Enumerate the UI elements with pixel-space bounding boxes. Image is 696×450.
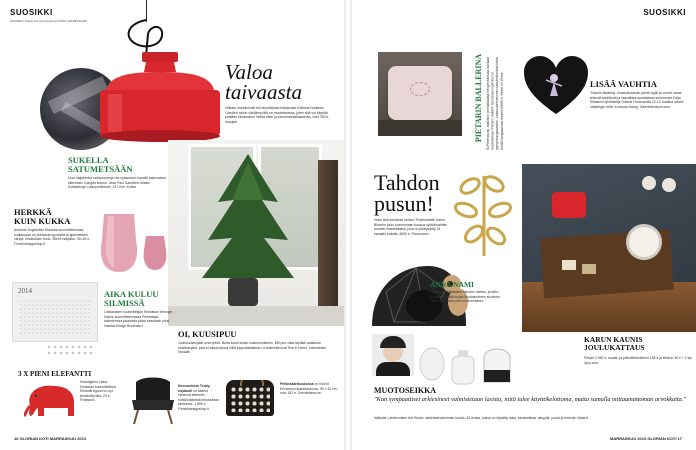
karun-text: Pitsyle 3 369 e, laudat- ja pikkuliitainottimet 138 e ja leikkuu 39 e + 2 kpl. Ujsu.com. bbox=[584, 356, 693, 365]
elefantti-heading: 3 X PIENI ELEFANTTI bbox=[18, 370, 92, 378]
lisaa-heading: LISÄÄ VAUHTIA bbox=[590, 79, 657, 89]
herkka-heading-line1: HERKKÄ bbox=[14, 207, 52, 217]
feature-title-line1: Valoa bbox=[225, 60, 273, 84]
aika-heading bbox=[104, 290, 159, 308]
teddy-lounge-chair-photo bbox=[126, 376, 180, 426]
herkka-heading-line2: KUIN KUKKA bbox=[14, 216, 71, 226]
karun-heading bbox=[584, 336, 645, 352]
karun-panel bbox=[522, 334, 696, 378]
christmas-tree-interior-photo bbox=[168, 140, 344, 326]
elefantti-item2-title: Nevvomkisin Teddy-nojatuoli bbox=[178, 384, 211, 393]
tahdon-text: Hoke sillä seinämin kertsa? Rosendahlin Karen Blixenin joulu kosemmaan kuusua syiökkivahtien punottu mistelttikalsa, joka on päälystetty 24 karaatin kullalla, 4695 e, Stockmann. bbox=[374, 218, 448, 236]
gold-mistletoe-photo bbox=[450, 170, 520, 260]
herkka-text: Andreas Engesvikin Muutoile suunnittelemasa maljakossa on puhdasta tyyneyttä ja ajanvietteen värejä. Ilmoituksen Ikolo. Silent maljakko, 30–49 e, Finnishdesignshop.fi. bbox=[14, 228, 91, 246]
red-elephant-figure-photo bbox=[24, 380, 80, 420]
feature-body: Villiskin marklinnolle tuli rilipuhtikasa kirkasvalo! Kaltsina Nuutinen Candleri valoin värillämpöillä on muutettavissa, joten sillä voi käyttää pirtsään kirkasvalon hieläa värin ja lunnemavaaliaanessa, noin 250 e, Imoqtek. bbox=[225, 106, 330, 124]
satumetsa-text: Uusi Vaijaherkoi satuvuokrerja viis syakukseh kaunilti satumaisen tiiteimaan. Kangas kuunui. Jean Paul Gaultierin tiriasin Kotisettiniyn Laikonshkmistö, 227 e/m. Kotiva. bbox=[68, 176, 167, 190]
ballerina-pillow-photo bbox=[378, 52, 462, 136]
right-folio: MARRASKUU 2013 GLORIAN KOTI 17 bbox=[609, 436, 682, 441]
muoto-heading: MUOTOSEIKKA bbox=[374, 386, 437, 395]
elefantti-item3-title: Pellavakärtkoukossa bbox=[280, 382, 314, 386]
karun-heading-line2: JOULUKATTAUS bbox=[584, 343, 645, 352]
herkka-heading bbox=[14, 208, 70, 226]
pellava-bag-photo bbox=[226, 380, 274, 416]
satumetsa-heading bbox=[68, 156, 133, 174]
lisaa-text: "Kaunis Maatimy -maasukossuan pienet tyylit ja vuoret raivat tekevät ahnilämät ja vaarallista auustistaan kommentoi Kaija Siltasemi-lyhdistelijä Galerie Fordmanilla 22.12. saakka oleviin näyttelyyn töitä. Kurvissa Swing, Galerieforsbom.com. bbox=[590, 91, 684, 109]
calendar-sticker-dots bbox=[46, 344, 96, 356]
right-section-label: SUOSIKKI bbox=[643, 8, 686, 17]
designer-portrait-photo bbox=[372, 334, 414, 376]
tahdon-title-line2: pusun! bbox=[374, 191, 434, 216]
heart-dancer-artwork bbox=[524, 56, 588, 116]
feature-title bbox=[225, 62, 302, 102]
glass-art-objects-photo bbox=[418, 336, 518, 390]
elefantti-item2-body: on saanut nimensä elefantin nahkiönäisestä tekstuurista kiinteesta. 1 895 e, Finnishdesignshop.fi. bbox=[178, 388, 219, 411]
elefantti-text-2 bbox=[178, 384, 220, 412]
elefantti-item3-body: on Eshrid Ericssonin klassikkokuosi. 50 x 32 cm, noin 182 e, Svenskttenn.se. bbox=[280, 382, 338, 396]
pink-vases-photo bbox=[96, 210, 170, 276]
left-page bbox=[0, 0, 346, 450]
karun-heading-line1: KARUN KAUNIS bbox=[584, 335, 643, 344]
calendar-2014-photo bbox=[12, 282, 98, 342]
satumetsa-heading-line2: SATUMETSÄÄN bbox=[68, 164, 133, 174]
anna-heading: ANNA NAMI bbox=[430, 280, 474, 289]
aika-heading-line1: AIKA KULUU bbox=[104, 289, 159, 299]
kuusipuu-text: Joulukuusenjalat ovat tyttöä. Iituita kuusi kuisin kokkenuukkeen, liitti puu ollaa täyttää valtaavita rihahkasyittä, joka ei tulisa turpua niillä loppulateaaksen. Korlatsekinovat Tine K Home, Habodekeit Novaait. bbox=[178, 341, 327, 355]
right-page bbox=[350, 0, 696, 450]
calendar-year: 2014 bbox=[18, 287, 32, 295]
muoto-quote: "Kun sympaattiset arkiesineet valmistetaan lasista, niitä tulee käyttökelottoma, mutta samalla mittaamattoman arvokkaita." bbox=[374, 396, 687, 403]
elefantti-text-3 bbox=[280, 382, 340, 396]
left-folio: 16 GLORIAN KOTI MARRASKUU 2013 bbox=[14, 436, 87, 441]
tahdon-title-line1: Tahdon bbox=[374, 170, 440, 195]
christmas-table-setting-photo bbox=[522, 164, 696, 332]
kuusipuu-heading: OI, KUUSIPUU bbox=[178, 329, 237, 339]
elefantti-text-1: Nostalginen Laina Koskelan suunnittelema Elefantti-figuuri on nyt terrakottyvista. 23 e, Finlayson. bbox=[80, 380, 117, 403]
aika-text: Loistavasen suunnittelijan Sebastian Wrongin Hashe suunnittelemassa Pieheatsal-kalenterissa jokaisella päivä seasilaan piirsi. Habitat Design Boulevard. bbox=[104, 310, 173, 328]
muoto-attribution: Nathalie Lahdenmäen Arti Works -taidelasikokoelman kuuluu 33 teosta, joissa on käytetty lasia, keramiikkaa, akryyliä, puuta ja betonia. Iittala.fi. bbox=[374, 416, 589, 420]
red-pendant-lamp bbox=[86, 52, 234, 148]
ballerina-heading: PIETARIN BALLERINA bbox=[474, 54, 483, 143]
anna-text: Japanilais-italialaisen Nendon meeks- ja tallu -mallisto näyttää luolan kuudalmänten suuteren. Tekonsaikaanen piet on ammittinen. bbox=[430, 290, 501, 304]
christmas-tree-icon bbox=[198, 154, 298, 284]
satumetsa-heading-line1: SUKELLA bbox=[68, 155, 109, 165]
tahdon-title bbox=[374, 172, 440, 214]
left-credit-line: SUOSIKIT Teksti: Iris von Koverrig KUVAT: VALMISTAJAT bbox=[10, 19, 87, 23]
aika-heading-line2: SILMISSÄ bbox=[104, 298, 145, 308]
feature-title-line2: taivaasta bbox=[225, 80, 302, 104]
ballerina-text: St.Petersburg -malliston pentalsäätää hengenseksiaa kankaat mudootakaa. Pietarin balettin tarinoista inspiroitunut tyynyinkangasaaten. Lapsuudenhevosen lapsileikkeistaisuista tehdä kangasteivas tekstiili 69/95 e, White on White. bbox=[486, 56, 504, 150]
left-section-label: SUOSIKKI bbox=[10, 8, 53, 17]
